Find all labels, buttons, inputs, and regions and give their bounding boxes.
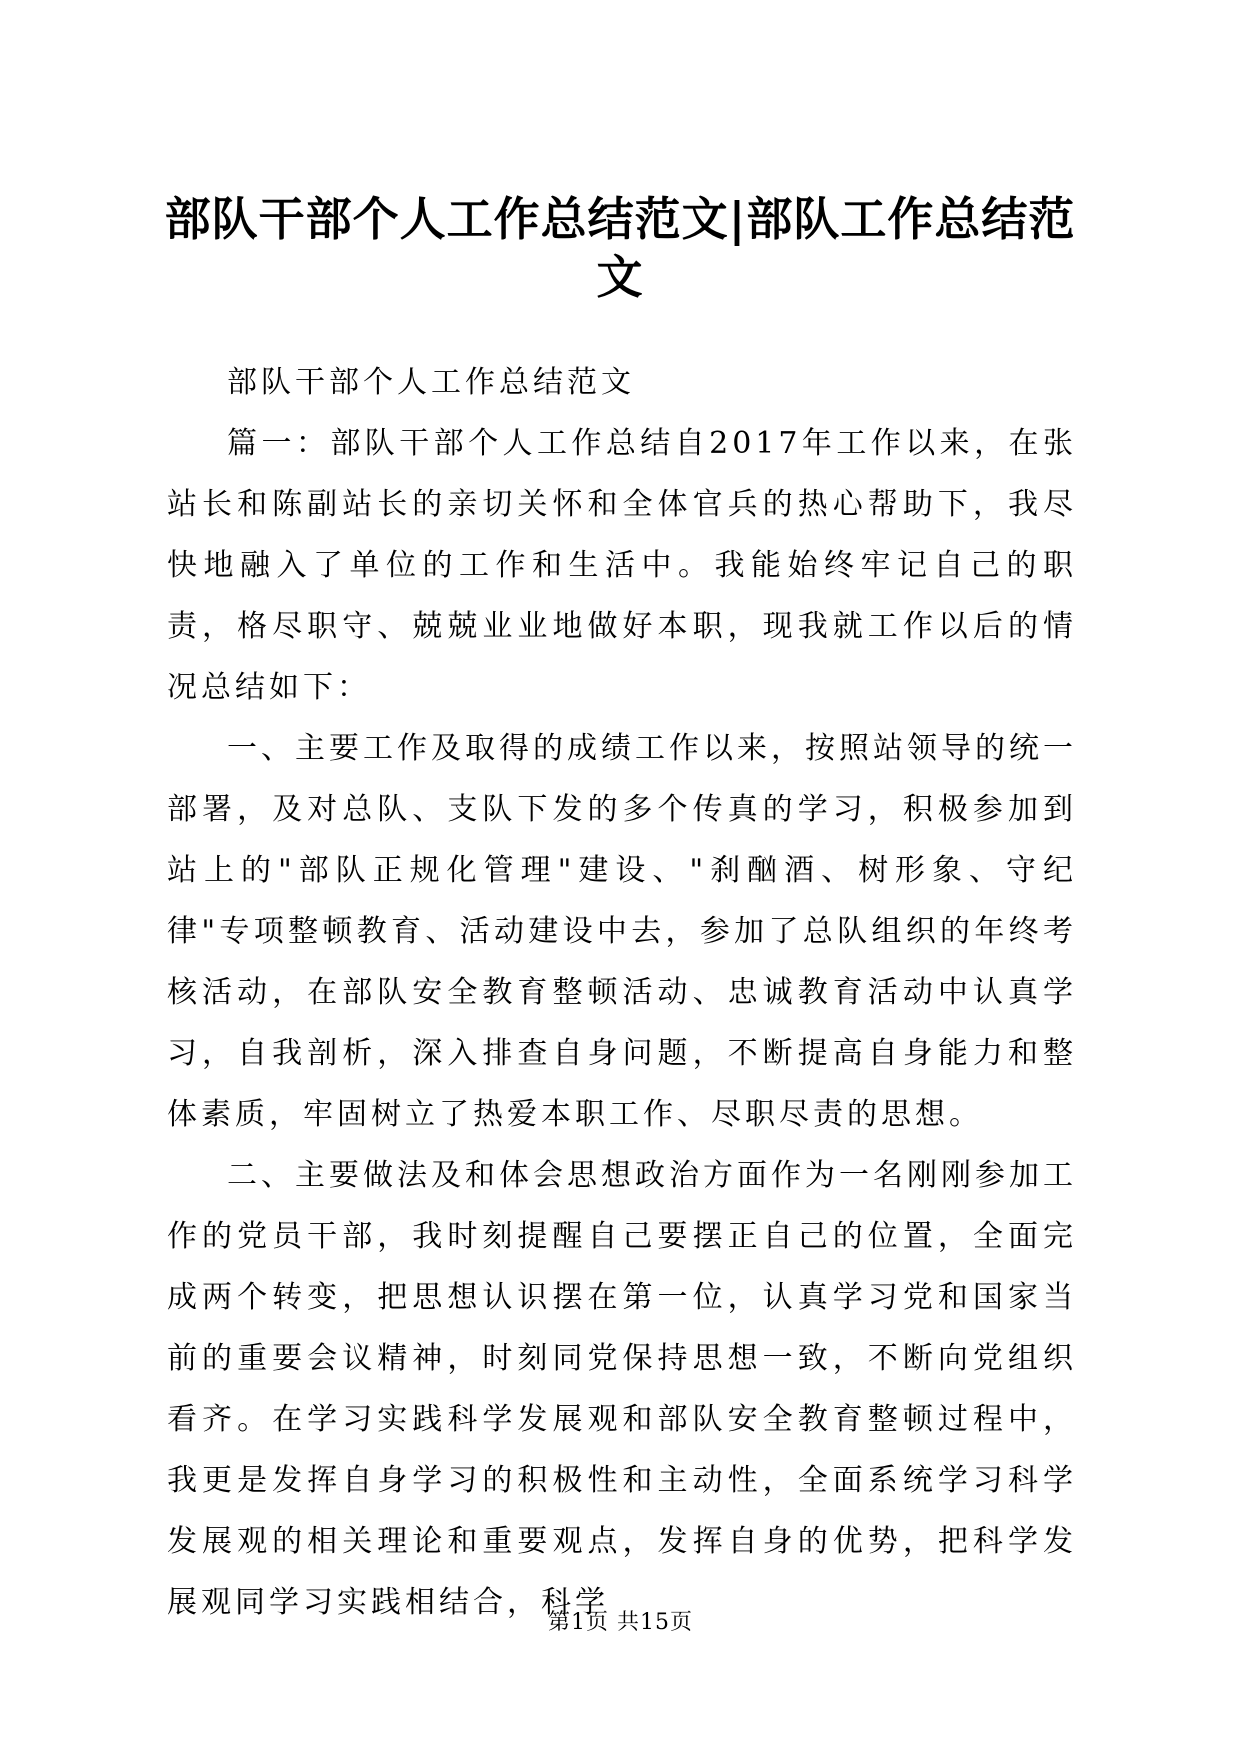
paragraph-subtitle: 部队干部个人工作总结范文 [227, 365, 635, 400]
document-body [167, 352, 1077, 1633]
page-number-footer: 第1页 共15页 [548, 1610, 693, 1635]
paragraph-section-one: 一、主要工作及取得的成绩工作以来，按照站领导的统一部署，及对总队、支队下发的多个传真的学习，积极参加到站上的"部队正规化管理"建设、"刹酗酒、树形象、守纪律"专项整顿教育、活动建设中去，参加了总队组织的年终考核活动，在部队安全教育整顿活动、忠诚教育活动中认真学习，自我剖析，深入排查自身问题，不断提高自身能力和整体素质，牢固树立了热爱本职工作、尽职尽责的思想。 [167, 731, 1077, 1132]
document-title: 部队干部个人工作总结范文|部队工作总结范文 [164, 192, 1076, 304]
paragraph-section-two: 二、主要做法及和体会思想政治方面作为一名刚刚参加工作的党员干部，我时刻提醒自己要摆正自己的位置，全面完成两个转变，把思想认识摆在第一位，认真学习党和国家当前的重要会议精神，时刻同党保持思想一致，不断向党组织看齐。在学习实践科学发展观和部队安全教育整顿过程中，我更是发挥自身学习的积极性和主动性，全面系统学习科学发展观的相关理论和重要观点，发挥自身的优势，把科学发展观同学习实践相结合，科学 [167, 1158, 1077, 1620]
paragraph-part-one: 篇一：部队干部个人工作总结自2017年工作以来，在张站长和陈副站长的亲切关怀和全体官兵的热心帮助下，我尽快地融入了单位的工作和生活中。我能始终牢记自己的职责，格尽职守、兢兢业业地做好本职，现我就工作以后的情况总结如下： [167, 426, 1077, 705]
